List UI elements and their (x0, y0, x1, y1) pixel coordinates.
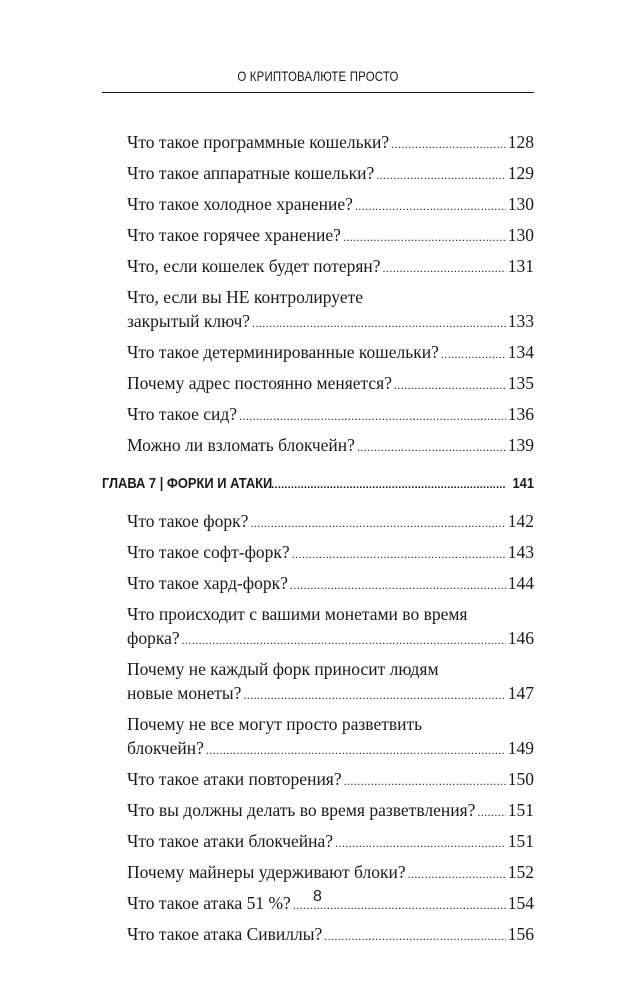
toc-page-number: 142 (507, 511, 534, 531)
toc-entry-title: Что такое атаки блокчейна? (127, 831, 334, 851)
toc-page-number: 152 (507, 862, 534, 882)
toc-entry-line (127, 371, 534, 397)
dot-leader (441, 342, 506, 366)
toc-entry-line (127, 829, 534, 855)
dot-leader (182, 628, 506, 652)
toc-entry-line (127, 340, 534, 366)
toc-entry-title: Что такое атака Сивиллы? (127, 924, 323, 944)
toc-entry-title: Почему не все могут просто разветвить (127, 714, 423, 734)
page-number: 8 (313, 888, 322, 905)
dot-leader (355, 194, 506, 218)
dot-leader (408, 862, 506, 886)
toc-entry-line (127, 130, 534, 156)
toc-entry-line (127, 712, 534, 736)
toc-page-number: 133 (507, 311, 534, 331)
toc-entry-line (127, 860, 534, 886)
toc-entry-title: Что происходит с вашими монетами во время (127, 604, 468, 624)
toc-entry-line (127, 161, 534, 187)
running-head: О КРИПТОВАЛЮТЕ ПРОСТО (237, 68, 399, 84)
dot-leader (343, 225, 506, 249)
dot-leader (206, 738, 506, 762)
toc-entry-line (127, 223, 534, 249)
toc-entry (127, 509, 534, 535)
toc-entry-line (127, 254, 534, 280)
toc-entry-line (127, 285, 534, 309)
toc-entry (127, 571, 534, 597)
dot-leader (268, 473, 506, 497)
toc-page-number: 151 (507, 831, 534, 851)
toc-entry-title: Что такое хард-форк? (127, 573, 288, 593)
dot-leader (383, 256, 506, 280)
toc-entry-title: Что, если вы НЕ контролируете (127, 287, 364, 307)
toc-page-number: 136 (507, 404, 534, 424)
toc-entry-line (127, 602, 534, 626)
toc-entry-title: Что такое аппаратные кошельки? (127, 163, 375, 183)
toc-page-number: 150 (507, 769, 534, 789)
toc-entry-line (127, 922, 534, 948)
toc-entry-title: Почему не каждый форк приносит людям (127, 659, 439, 679)
toc-entry-line (127, 657, 534, 681)
toc-entry-title: Что такое детерминированные кошельки? (127, 342, 439, 362)
toc-entry (127, 371, 534, 397)
dot-leader (290, 573, 506, 597)
chapter-heading (102, 472, 534, 497)
toc-entry-title: Что такое холодное хранение? (127, 194, 353, 214)
toc-entry-title: Что такое программные кошельки? (127, 132, 390, 152)
toc-page-number: 147 (507, 683, 534, 703)
dot-leader (239, 404, 506, 428)
toc-entry (127, 402, 534, 428)
chapter-title: ГЛАВА 7 | ФОРКИ И АТАКИ (102, 475, 273, 492)
toc-entry-line (127, 509, 534, 535)
toc-entry-title: Почему майнеры удерживают блоки? (127, 862, 406, 882)
dot-leader (292, 542, 506, 566)
toc-entry (127, 798, 534, 824)
toc-entry (127, 223, 534, 249)
toc-entry (127, 767, 534, 793)
toc-page-number: 129 (507, 163, 534, 183)
toc-page-number: 154 (507, 893, 534, 913)
toc-entry (127, 602, 534, 652)
toc-entry-line (127, 309, 534, 335)
toc-entry-title: Почему адрес постоянно меняется? (127, 373, 392, 393)
dot-leader (394, 373, 506, 397)
toc-page-number: 139 (507, 435, 534, 455)
toc-entry-line (127, 192, 534, 218)
toc-page-number: 128 (507, 132, 534, 152)
dot-leader (357, 435, 506, 459)
toc-entry-line (127, 798, 534, 824)
toc-entry-line (127, 433, 534, 459)
dot-leader (376, 163, 506, 187)
toc-entry-title: новые монеты? (127, 683, 242, 703)
toc-entry-title: Что такое софт-форк? (127, 542, 290, 562)
dot-leader (324, 924, 506, 948)
toc-entry (127, 254, 534, 280)
toc-entry (127, 922, 534, 948)
toc-entry-title: закрытый ключ? (127, 311, 251, 331)
dot-leader (391, 132, 506, 156)
dot-leader (252, 311, 506, 335)
toc-entry-title: блокчейн? (127, 738, 204, 758)
header-rule (102, 92, 534, 93)
toc-entry-line (127, 767, 534, 793)
toc-entry (127, 829, 534, 855)
toc-page-number: 156 (507, 924, 534, 944)
toc-entry-title: Что такое атака 51 %? (127, 893, 291, 913)
toc-page-number: 146 (507, 628, 534, 648)
toc-entry-title: форка? (127, 628, 180, 648)
dot-leader (250, 511, 505, 535)
toc-entry-title: Можно ли взломать блокчейн? (127, 435, 355, 455)
toc-entry-line (127, 402, 534, 428)
toc-entry (127, 130, 534, 156)
toc-entry-line (127, 571, 534, 597)
dot-leader (243, 683, 505, 707)
toc-entry-line (127, 736, 534, 762)
toc-entry-line (127, 626, 534, 652)
toc-page-number: 131 (507, 256, 534, 276)
chapter-heading-line (102, 472, 534, 497)
toc-page-number: 130 (507, 194, 534, 214)
toc-page-number: 149 (507, 738, 534, 758)
toc-page-number: 135 (507, 373, 534, 393)
toc-entry (127, 161, 534, 187)
dot-leader (335, 831, 506, 855)
toc-entry (127, 860, 534, 886)
dot-leader (344, 769, 506, 793)
toc-page-number: 130 (507, 225, 534, 245)
toc-entry (127, 540, 534, 566)
toc-entry (127, 657, 534, 707)
dot-leader (477, 800, 505, 824)
toc-entry (127, 192, 534, 218)
toc-entry-title: Что вы должны делать во время разветвления? (127, 800, 476, 820)
toc-page-number: 134 (507, 342, 534, 362)
toc-page-number: 144 (507, 573, 534, 593)
toc-entry-title: Что такое атаки повторения? (127, 769, 342, 789)
toc-entry-title: Что такое горячее хранение? (127, 225, 341, 245)
toc-entry-line (127, 681, 534, 707)
toc-entry (127, 285, 534, 335)
toc-page-number: 151 (507, 800, 534, 820)
toc-entry (127, 340, 534, 366)
toc-entry (127, 433, 534, 459)
toc-page-number: 143 (507, 542, 534, 562)
toc-entry-title: Что такое сид? (127, 404, 238, 424)
toc-entry-title: Что, если кошелек будет потерян? (127, 256, 381, 276)
toc-entry (127, 712, 534, 762)
chapter-page-number: 141 (512, 475, 534, 492)
toc-entry-line (127, 540, 534, 566)
toc-entry-title: Что такое форк? (127, 511, 249, 531)
